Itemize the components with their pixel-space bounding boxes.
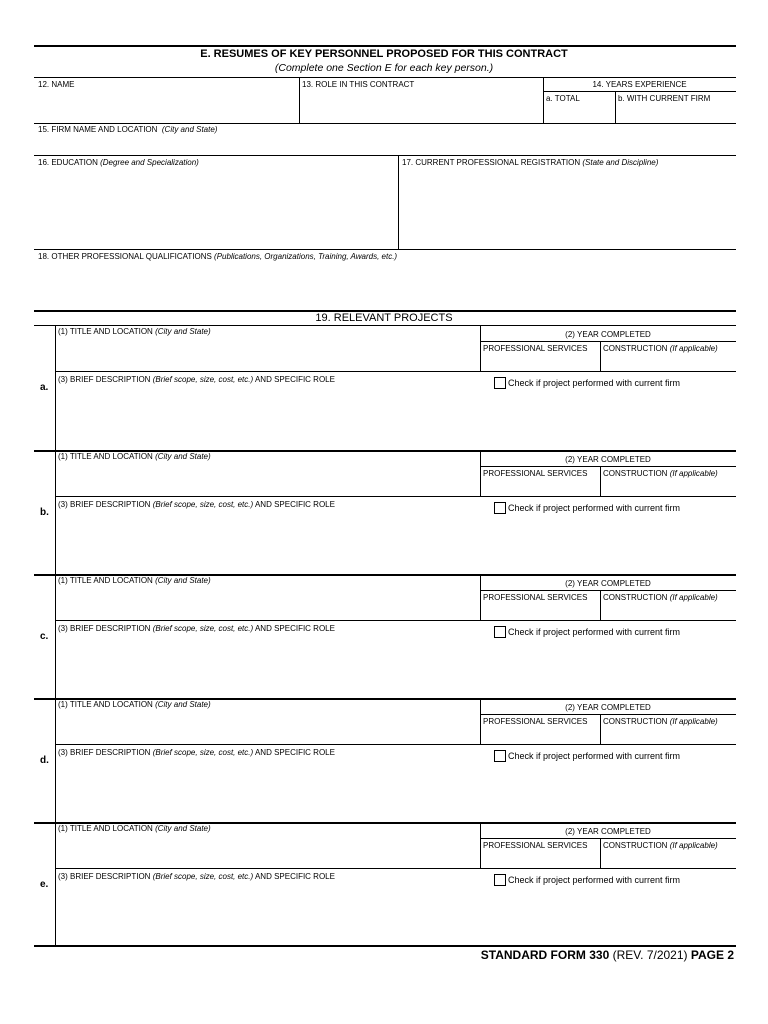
construction-field[interactable]: CONSTRUCTION (If applicable) [603,344,718,353]
rule [480,838,736,839]
rule [34,123,736,124]
project-title-location[interactable]: (1) TITLE AND LOCATION (City and State) [58,327,211,336]
project-brief-description[interactable]: (3) BRIEF DESCRIPTION (Brief scope, size, cost, etc.) AND SPECIFIC ROLE [58,624,335,633]
professional-services-field[interactable]: PROFESSIONAL SERVICES [483,469,588,478]
rule [55,496,736,497]
current-firm-checkbox-label: Check if project performed with current firm [508,503,681,513]
rule [480,714,736,715]
project-row-letter: b. [40,507,49,518]
project-brief-description[interactable]: (3) BRIEF DESCRIPTION (Brief scope, size, cost, etc.) AND SPECIFIC ROLE [58,500,335,509]
field-15-firm-name[interactable]: 15. FIRM NAME AND LOCATION (City and State) [38,125,218,134]
form-footer: STANDARD FORM 330 (REV. 7/2021) PAGE 2 [480,948,734,962]
project-title-location[interactable]: (1) TITLE AND LOCATION (City and State) [58,576,211,585]
field-17-registration[interactable]: 17. CURRENT PROFESSIONAL REGISTRATION (State and Discipline) [402,158,659,167]
project-title-location[interactable]: (1) TITLE AND LOCATION (City and State) [58,700,211,709]
year-completed-label: (2) YEAR COMPLETED [565,455,651,464]
current-firm-checkbox-label: Check if project performed with current firm [508,875,681,885]
current-firm-checkbox[interactable] [494,377,506,389]
year-completed-label: (2) YEAR COMPLETED [565,827,651,836]
professional-services-field[interactable]: PROFESSIONAL SERVICES [483,593,588,602]
divider [600,838,601,868]
rule [55,371,736,372]
bottom-rule [34,945,736,947]
current-firm-checkbox[interactable] [494,626,506,638]
rule [55,868,736,869]
rule [543,91,736,92]
construction-field[interactable]: CONSTRUCTION (If applicable) [603,593,718,602]
divider [615,91,616,123]
field-14b-current-firm[interactable]: b. WITH CURRENT FIRM [618,94,711,103]
rule [34,155,736,156]
project-brief-description[interactable]: (3) BRIEF DESCRIPTION (Brief scope, size, cost, etc.) AND SPECIFIC ROLE [58,872,335,881]
divider [600,341,601,371]
divider [600,714,601,744]
section-e-subtitle: (Complete one Section E for each key person.) [274,62,494,74]
current-firm-checkbox[interactable] [494,750,506,762]
field-12-name[interactable]: 12. NAME [38,80,75,89]
professional-services-field[interactable]: PROFESSIONAL SERVICES [483,841,588,850]
construction-field[interactable]: CONSTRUCTION (If applicable) [603,841,718,850]
rule [55,620,736,621]
professional-services-field[interactable]: PROFESSIONAL SERVICES [483,717,588,726]
field-14a-total[interactable]: a. TOTAL [546,94,580,103]
rule [55,744,736,745]
top-rule [34,45,736,47]
project-row-letter: d. [40,755,49,766]
section-e-title: E. RESUMES OF KEY PERSONNEL PROPOSED FOR THIS CONTRACT [200,48,568,60]
field-16-education[interactable]: 16. EDUCATION (Degree and Specialization) [38,158,199,167]
divider [600,466,601,496]
divider [398,155,399,249]
current-firm-checkbox[interactable] [494,502,506,514]
field-14-years-experience: 14. YEARS EXPERIENCE [592,80,687,89]
year-completed-label: (2) YEAR COMPLETED [565,330,651,339]
projects-title: 19. RELEVANT PROJECTS [315,312,453,324]
rule [480,590,736,591]
project-row-letter: a. [40,382,49,393]
professional-services-field[interactable]: PROFESSIONAL SERVICES [483,344,588,353]
project-brief-description[interactable]: (3) BRIEF DESCRIPTION (Brief scope, size, cost, etc.) AND SPECIFIC ROLE [58,748,335,757]
rule [34,77,736,78]
row-letter-column-divider [55,325,56,946]
year-completed-label: (2) YEAR COMPLETED [565,703,651,712]
project-title-location[interactable]: (1) TITLE AND LOCATION (City and State) [58,824,211,833]
rule [34,325,736,326]
project-brief-description[interactable]: (3) BRIEF DESCRIPTION (Brief scope, size, cost, etc.) AND SPECIFIC ROLE [58,375,335,384]
current-firm-checkbox-label: Check if project performed with current firm [508,627,681,637]
rule [480,341,736,342]
project-title-location[interactable]: (1) TITLE AND LOCATION (City and State) [58,452,211,461]
field-18-other-qualifications[interactable]: 18. OTHER PROFESSIONAL QUALIFICATIONS (Publications, Organizations, Training, Awards, etc.) [38,252,398,261]
project-row-letter: c. [40,631,49,642]
project-row-letter: e. [40,879,49,890]
rule [480,466,736,467]
construction-field[interactable]: CONSTRUCTION (If applicable) [603,469,718,478]
field-13-role[interactable]: 13. ROLE IN THIS CONTRACT [302,80,415,89]
divider [299,77,300,123]
rule [34,249,736,250]
current-firm-checkbox-label: Check if project performed with current firm [508,751,681,761]
current-firm-checkbox-label: Check if project performed with current firm [508,378,681,388]
year-completed-label: (2) YEAR COMPLETED [565,579,651,588]
construction-field[interactable]: CONSTRUCTION (If applicable) [603,717,718,726]
current-firm-checkbox[interactable] [494,874,506,886]
divider [600,590,601,620]
